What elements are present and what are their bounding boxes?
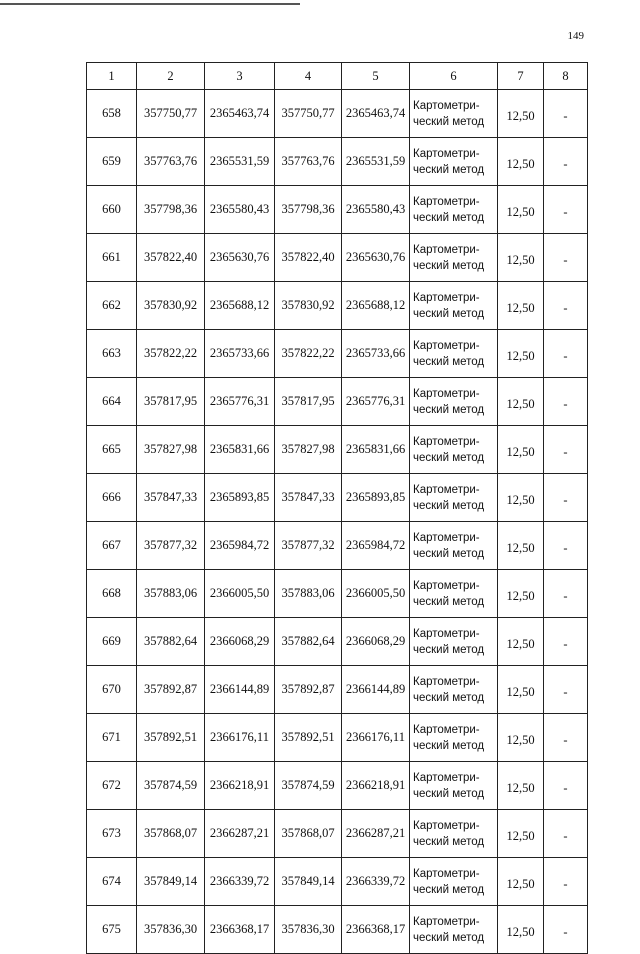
point-number-cell: 674 bbox=[87, 858, 137, 906]
column-header: 2 bbox=[137, 63, 205, 90]
method-cell: Картометри-ческий метод bbox=[410, 714, 498, 762]
column-header: 5 bbox=[342, 63, 410, 90]
x-coordinate-cell: 357892,87 bbox=[137, 666, 205, 714]
y-coordinate-cell: 2365733,66 bbox=[205, 330, 275, 378]
x-coordinate-cell: 357877,32 bbox=[137, 522, 205, 570]
table-header-row bbox=[87, 63, 588, 90]
page-number: 149 bbox=[567, 30, 584, 42]
table-row bbox=[87, 282, 588, 330]
y-coordinate-cell: 2365630,76 bbox=[342, 234, 410, 282]
x-coordinate-cell: 357822,22 bbox=[275, 330, 342, 378]
x-coordinate-cell: 357849,14 bbox=[137, 858, 205, 906]
table-row bbox=[87, 810, 588, 858]
point-number-cell: 665 bbox=[87, 426, 137, 474]
point-number-cell: 668 bbox=[87, 570, 137, 618]
dash-cell: - bbox=[544, 330, 588, 378]
method-cell: Картометри-ческий метод bbox=[410, 474, 498, 522]
width-cell: 12,50 bbox=[498, 666, 544, 714]
dash-cell: - bbox=[544, 810, 588, 858]
x-coordinate-cell: 357817,95 bbox=[137, 378, 205, 426]
point-number-cell: 659 bbox=[87, 138, 137, 186]
y-coordinate-cell: 2365463,74 bbox=[205, 90, 275, 138]
coordinates-table bbox=[86, 62, 588, 954]
dash-cell: - bbox=[544, 906, 588, 954]
x-coordinate-cell: 357868,07 bbox=[275, 810, 342, 858]
table-row bbox=[87, 234, 588, 282]
x-coordinate-cell: 357883,06 bbox=[137, 570, 205, 618]
x-coordinate-cell: 357822,40 bbox=[275, 234, 342, 282]
point-number-cell: 673 bbox=[87, 810, 137, 858]
x-coordinate-cell: 357877,32 bbox=[275, 522, 342, 570]
width-cell: 12,50 bbox=[498, 522, 544, 570]
y-coordinate-cell: 2366176,11 bbox=[342, 714, 410, 762]
width-cell: 12,50 bbox=[498, 714, 544, 762]
column-header: 4 bbox=[275, 63, 342, 90]
dash-cell: - bbox=[544, 234, 588, 282]
x-coordinate-cell: 357763,76 bbox=[275, 138, 342, 186]
dash-cell: - bbox=[544, 762, 588, 810]
column-header: 3 bbox=[205, 63, 275, 90]
method-cell: Картометри-ческий метод bbox=[410, 570, 498, 618]
column-header: 8 bbox=[544, 63, 588, 90]
x-coordinate-cell: 357750,77 bbox=[275, 90, 342, 138]
width-cell: 12,50 bbox=[498, 378, 544, 426]
width-cell: 12,50 bbox=[498, 426, 544, 474]
method-cell: Картометри-ческий метод bbox=[410, 138, 498, 186]
y-coordinate-cell: 2366144,89 bbox=[205, 666, 275, 714]
y-coordinate-cell: 2366368,17 bbox=[205, 906, 275, 954]
y-coordinate-cell: 2366068,29 bbox=[205, 618, 275, 666]
x-coordinate-cell: 357849,14 bbox=[275, 858, 342, 906]
y-coordinate-cell: 2365688,12 bbox=[205, 282, 275, 330]
width-cell: 12,50 bbox=[498, 282, 544, 330]
point-number-cell: 664 bbox=[87, 378, 137, 426]
y-coordinate-cell: 2366068,29 bbox=[342, 618, 410, 666]
y-coordinate-cell: 2365984,72 bbox=[342, 522, 410, 570]
y-coordinate-cell: 2365831,66 bbox=[205, 426, 275, 474]
y-coordinate-cell: 2365776,31 bbox=[205, 378, 275, 426]
method-cell: Картометри-ческий метод bbox=[410, 666, 498, 714]
dash-cell: - bbox=[544, 618, 588, 666]
width-cell: 12,50 bbox=[498, 762, 544, 810]
point-number-cell: 660 bbox=[87, 186, 137, 234]
method-cell: Картометри-ческий метод bbox=[410, 906, 498, 954]
column-header: 1 bbox=[87, 63, 137, 90]
x-coordinate-cell: 357836,30 bbox=[137, 906, 205, 954]
dash-cell: - bbox=[544, 90, 588, 138]
x-coordinate-cell: 357892,51 bbox=[275, 714, 342, 762]
y-coordinate-cell: 2365531,59 bbox=[342, 138, 410, 186]
y-coordinate-cell: 2365733,66 bbox=[342, 330, 410, 378]
table-row bbox=[87, 186, 588, 234]
width-cell: 12,50 bbox=[498, 810, 544, 858]
method-cell: Картометри-ческий метод bbox=[410, 330, 498, 378]
point-number-cell: 666 bbox=[87, 474, 137, 522]
column-header: 7 bbox=[498, 63, 544, 90]
point-number-cell: 672 bbox=[87, 762, 137, 810]
x-coordinate-cell: 357822,22 bbox=[137, 330, 205, 378]
y-coordinate-cell: 2365463,74 bbox=[342, 90, 410, 138]
table-row bbox=[87, 570, 588, 618]
table-row bbox=[87, 858, 588, 906]
width-cell: 12,50 bbox=[498, 234, 544, 282]
table-row bbox=[87, 138, 588, 186]
y-coordinate-cell: 2365893,85 bbox=[205, 474, 275, 522]
table-row bbox=[87, 906, 588, 954]
width-cell: 12,50 bbox=[498, 618, 544, 666]
table-row bbox=[87, 666, 588, 714]
point-number-cell: 658 bbox=[87, 90, 137, 138]
method-cell: Картометри-ческий метод bbox=[410, 234, 498, 282]
column-header: 6 bbox=[410, 63, 498, 90]
method-cell: Картометри-ческий метод bbox=[410, 618, 498, 666]
table-row bbox=[87, 714, 588, 762]
width-cell: 12,50 bbox=[498, 138, 544, 186]
point-number-cell: 670 bbox=[87, 666, 137, 714]
y-coordinate-cell: 2366005,50 bbox=[342, 570, 410, 618]
x-coordinate-cell: 357798,36 bbox=[275, 186, 342, 234]
y-coordinate-cell: 2366218,91 bbox=[342, 762, 410, 810]
x-coordinate-cell: 357763,76 bbox=[137, 138, 205, 186]
y-coordinate-cell: 2365630,76 bbox=[205, 234, 275, 282]
point-number-cell: 667 bbox=[87, 522, 137, 570]
y-coordinate-cell: 2366287,21 bbox=[342, 810, 410, 858]
dash-cell: - bbox=[544, 666, 588, 714]
x-coordinate-cell: 357750,77 bbox=[137, 90, 205, 138]
x-coordinate-cell: 357882,64 bbox=[137, 618, 205, 666]
y-coordinate-cell: 2366176,11 bbox=[205, 714, 275, 762]
point-number-cell: 662 bbox=[87, 282, 137, 330]
x-coordinate-cell: 357882,64 bbox=[275, 618, 342, 666]
width-cell: 12,50 bbox=[498, 90, 544, 138]
method-cell: Картометри-ческий метод bbox=[410, 810, 498, 858]
x-coordinate-cell: 357847,33 bbox=[137, 474, 205, 522]
point-number-cell: 663 bbox=[87, 330, 137, 378]
y-coordinate-cell: 2365688,12 bbox=[342, 282, 410, 330]
y-coordinate-cell: 2366339,72 bbox=[205, 858, 275, 906]
x-coordinate-cell: 357892,51 bbox=[137, 714, 205, 762]
width-cell: 12,50 bbox=[498, 474, 544, 522]
point-number-cell: 671 bbox=[87, 714, 137, 762]
x-coordinate-cell: 357847,33 bbox=[275, 474, 342, 522]
point-number-cell: 661 bbox=[87, 234, 137, 282]
x-coordinate-cell: 357830,92 bbox=[275, 282, 342, 330]
y-coordinate-cell: 2366339,72 bbox=[342, 858, 410, 906]
x-coordinate-cell: 357822,40 bbox=[137, 234, 205, 282]
method-cell: Картометри-ческий метод bbox=[410, 378, 498, 426]
x-coordinate-cell: 357798,36 bbox=[137, 186, 205, 234]
top-rule bbox=[0, 3, 300, 5]
dash-cell: - bbox=[544, 474, 588, 522]
y-coordinate-cell: 2366005,50 bbox=[205, 570, 275, 618]
x-coordinate-cell: 357874,59 bbox=[275, 762, 342, 810]
y-coordinate-cell: 2365580,43 bbox=[342, 186, 410, 234]
y-coordinate-cell: 2366287,21 bbox=[205, 810, 275, 858]
method-cell: Картометри-ческий метод bbox=[410, 426, 498, 474]
y-coordinate-cell: 2365531,59 bbox=[205, 138, 275, 186]
x-coordinate-cell: 357883,06 bbox=[275, 570, 342, 618]
dash-cell: - bbox=[544, 858, 588, 906]
table-row bbox=[87, 426, 588, 474]
table-row bbox=[87, 522, 588, 570]
table-row bbox=[87, 618, 588, 666]
dash-cell: - bbox=[544, 570, 588, 618]
x-coordinate-cell: 357868,07 bbox=[137, 810, 205, 858]
dash-cell: - bbox=[544, 186, 588, 234]
method-cell: Картометри-ческий метод bbox=[410, 858, 498, 906]
method-cell: Картометри-ческий метод bbox=[410, 762, 498, 810]
width-cell: 12,50 bbox=[498, 570, 544, 618]
x-coordinate-cell: 357836,30 bbox=[275, 906, 342, 954]
y-coordinate-cell: 2365831,66 bbox=[342, 426, 410, 474]
method-cell: Картометри-ческий метод bbox=[410, 90, 498, 138]
table-row bbox=[87, 330, 588, 378]
y-coordinate-cell: 2365984,72 bbox=[205, 522, 275, 570]
width-cell: 12,50 bbox=[498, 906, 544, 954]
y-coordinate-cell: 2366144,89 bbox=[342, 666, 410, 714]
dash-cell: - bbox=[544, 426, 588, 474]
dash-cell: - bbox=[544, 522, 588, 570]
y-coordinate-cell: 2366368,17 bbox=[342, 906, 410, 954]
dash-cell: - bbox=[544, 714, 588, 762]
x-coordinate-cell: 357827,98 bbox=[137, 426, 205, 474]
table-row bbox=[87, 474, 588, 522]
x-coordinate-cell: 357892,87 bbox=[275, 666, 342, 714]
point-number-cell: 675 bbox=[87, 906, 137, 954]
point-number-cell: 669 bbox=[87, 618, 137, 666]
y-coordinate-cell: 2365893,85 bbox=[342, 474, 410, 522]
dash-cell: - bbox=[544, 282, 588, 330]
width-cell: 12,50 bbox=[498, 858, 544, 906]
y-coordinate-cell: 2365580,43 bbox=[205, 186, 275, 234]
x-coordinate-cell: 357874,59 bbox=[137, 762, 205, 810]
x-coordinate-cell: 357827,98 bbox=[275, 426, 342, 474]
width-cell: 12,50 bbox=[498, 330, 544, 378]
dash-cell: - bbox=[544, 138, 588, 186]
y-coordinate-cell: 2365776,31 bbox=[342, 378, 410, 426]
table-row bbox=[87, 762, 588, 810]
table-row bbox=[87, 378, 588, 426]
method-cell: Картометри-ческий метод bbox=[410, 282, 498, 330]
dash-cell: - bbox=[544, 378, 588, 426]
y-coordinate-cell: 2366218,91 bbox=[205, 762, 275, 810]
method-cell: Картометри-ческий метод bbox=[410, 186, 498, 234]
x-coordinate-cell: 357817,95 bbox=[275, 378, 342, 426]
width-cell: 12,50 bbox=[498, 186, 544, 234]
x-coordinate-cell: 357830,92 bbox=[137, 282, 205, 330]
table-row bbox=[87, 90, 588, 138]
method-cell: Картометри-ческий метод bbox=[410, 522, 498, 570]
